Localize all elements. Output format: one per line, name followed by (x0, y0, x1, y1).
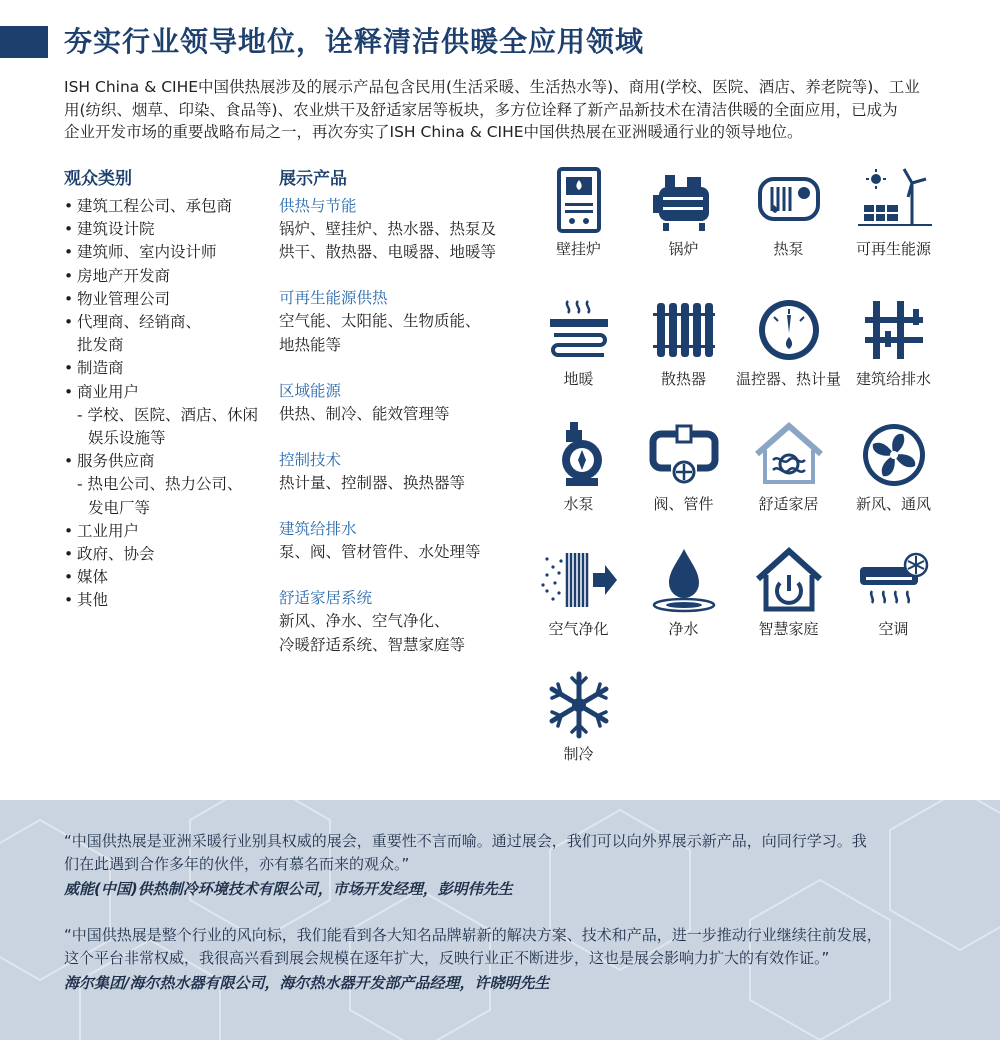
product-group-line: 泵、阀、管材管件、水处理等 (279, 543, 481, 562)
audience-subitem: - 热电公司、热力公司、 (77, 475, 243, 494)
product-group-heading: 建筑给排水 (279, 520, 357, 539)
quote-line: 们在此遇到合作多年的伙伴，亦有慕名而来的观众。” (64, 854, 410, 873)
icon-label: 空气净化 (548, 620, 609, 638)
icon-label: 可再生能源 (855, 240, 931, 258)
product-group-heading: 区域能源 (279, 381, 342, 400)
icon-tile-air-conditioner (841, 545, 946, 639)
product-group (279, 380, 529, 426)
heat-pump-icon (754, 165, 824, 235)
icon-label: 新风、通风 (855, 495, 931, 513)
audience-item: • 政府、协会 (64, 543, 284, 566)
audience-item: • 制造商 (64, 357, 284, 380)
comfort-home-icon (749, 420, 829, 490)
icon-label: 制冷 (563, 745, 594, 763)
air-purification-icon (539, 545, 619, 615)
icon-label: 壁挂炉 (555, 240, 601, 258)
audience-item: • 物业管理公司 (64, 288, 284, 311)
product-group (279, 287, 529, 356)
audience-item: • 建筑师、室内设计师 (64, 241, 284, 264)
icon-tile-water-pump (526, 420, 631, 514)
icon-tile-boiler (631, 165, 736, 259)
icon-tile-water-drop (631, 545, 736, 639)
icon-tile-plumbing (841, 295, 946, 389)
icon-label: 热泵 (773, 240, 804, 258)
plumbing-icon (859, 295, 929, 365)
icon-tile-renewable (841, 165, 946, 259)
valve-pipe-icon (649, 420, 719, 490)
smart-home-icon (754, 545, 824, 615)
radiator-icon (649, 295, 719, 365)
header-accent-bar (0, 26, 48, 58)
wall-boiler-icon (544, 165, 614, 235)
product-group-line: 热计量、控制器、换热器等 (279, 474, 466, 493)
icon-label: 净水 (668, 620, 699, 638)
audience-item: • 代理商、经销商、 (64, 311, 284, 334)
product-group-line: 锅炉、壁挂炉、热水器、热泵及 (279, 220, 497, 238)
product-group (279, 587, 529, 656)
thermostat-gauge-icon (754, 295, 824, 365)
product-group (279, 518, 529, 564)
intro-line: 用(纺织、烟草、印染、食品等)、农业烘干及舒适家居等板块，多方位诠释了新产品新技术在清洁供暖的全面应用，已成为 (64, 100, 898, 119)
icon-label: 舒适家居 (758, 495, 819, 513)
icon-tile-air-purification (526, 545, 631, 639)
intro-paragraph (64, 76, 944, 144)
audience-list (64, 195, 284, 613)
icon-tile-valve (631, 420, 736, 514)
audience-title: 观众类别 (64, 169, 132, 189)
testimonial-quote (64, 924, 944, 969)
boiler-icon (649, 165, 719, 235)
renewable-energy-icon (854, 165, 934, 235)
product-group-line: 供热、制冷、能效管理等 (279, 404, 450, 423)
icon-tile-ventilation (841, 420, 946, 514)
water-drop-icon (649, 545, 719, 615)
icon-label: 空调 (878, 620, 909, 638)
water-pump-icon (544, 420, 614, 490)
icon-label: 阀、管件 (653, 495, 714, 513)
intro-line: ISH China & CIHE中国供热展涉及的展示产品包含民用(生活采暖、生活热水等)、商用(学校、医院、酒店、养老院等)、工业 (64, 78, 920, 96)
air-conditioner-icon (854, 545, 934, 615)
testimonial-quote (64, 830, 944, 875)
product-group-line: 新风、净水、空气净化、 (279, 612, 450, 631)
audience-section (64, 168, 284, 613)
audience-item: • 其他 (64, 589, 284, 612)
product-group-line: 冷暖舒适系统、智慧家庭等 (279, 635, 466, 654)
quote-line: “中国供热展是亚洲采暖行业别具权威的展会，重要性不言而喻。通过展会，我们可以向外界展示新产品，向同行学习。我 (64, 832, 867, 850)
audience-item: • 建筑设计院 (64, 218, 284, 241)
icon-tile-radiator (631, 295, 736, 389)
product-group (279, 195, 529, 264)
icon-label: 散热器 (660, 370, 706, 388)
audience-item-continuation: 批发商 (77, 336, 124, 355)
icon-label: 锅炉 (668, 240, 699, 258)
audience-item: • 房地产开发商 (64, 265, 284, 288)
products-section (279, 168, 529, 680)
floor-heating-icon (544, 295, 614, 365)
product-group-line: 烘干、散热器、电暖器、地暖等 (279, 243, 497, 262)
audience-subitem-continuation: 娱乐设施等 (88, 429, 166, 448)
testimonial-author: 威能(中国)供热制冷环境技术有限公司，市场开发经理，彭明伟先生 (64, 880, 513, 898)
icon-tile-thermostat (736, 295, 841, 389)
audience-subitem-continuation: 发电厂等 (88, 498, 151, 517)
audience-item: • 服务供应商 (64, 450, 284, 473)
product-group-heading: 舒适家居系统 (279, 589, 373, 608)
ventilation-fan-icon (859, 420, 929, 490)
quote-line: “中国供热展是整个行业的风向标，我们能看到各大知名品牌崭新的解决方案、技术和产品，进一步推动行业继续往前发展， (64, 926, 882, 944)
audience-item: • 工业用户 (64, 520, 284, 543)
icon-tile-smart-home (736, 545, 841, 639)
icon-tile-comfort-home (736, 420, 841, 514)
product-group-heading: 控制技术 (279, 451, 342, 470)
icon-tile-heat-pump (736, 165, 841, 259)
icon-label: 地暖 (563, 370, 594, 388)
audience-item: • 商业用户 (64, 381, 284, 404)
icon-label: 智慧家庭 (758, 620, 819, 638)
testimonial-band (0, 800, 1000, 1040)
product-group-heading: 供热与节能 (279, 197, 357, 215)
icon-label: 建筑给排水 (855, 370, 931, 388)
products-title: 展示产品 (279, 169, 347, 189)
icon-tile-refrigeration (526, 670, 631, 764)
icon-tile-wall-boiler (526, 165, 631, 259)
product-group (279, 449, 529, 495)
audience-item: • 媒体 (64, 566, 284, 589)
icon-tile-floor-heating (526, 295, 631, 389)
intro-line: 企业开发市场的重要战略布局之一，再次夯实了ISH China & CIHE中国供热展在亚洲暖通行业的领导地位。 (64, 123, 803, 141)
product-group-heading: 可再生能源供热 (279, 289, 388, 308)
icon-label: 温控器、热计量 (736, 370, 842, 388)
snowflake-icon (544, 670, 614, 740)
testimonial-author: 海尔集团/海尔热水器有限公司，海尔热水器开发部产品经理，许晓明先生 (64, 974, 550, 992)
product-group-line: 空气能、太阳能、生物质能、 (279, 312, 481, 331)
icon-label: 水泵 (563, 495, 594, 513)
page-title: 夯实行业领导地位，诠释清洁供暖全应用领域 (64, 25, 645, 58)
product-group-line: 地热能等 (279, 335, 342, 354)
audience-item: • 建筑工程公司、承包商 (64, 195, 284, 218)
quote-line: 这个平台非常权威，我很高兴看到展会规模在逐年扩大，反映行业正不断进步，这也是展会影响力扩大的有效作证。” (64, 948, 830, 967)
audience-subitem: - 学校、医院、酒店、休闲 (77, 405, 259, 424)
